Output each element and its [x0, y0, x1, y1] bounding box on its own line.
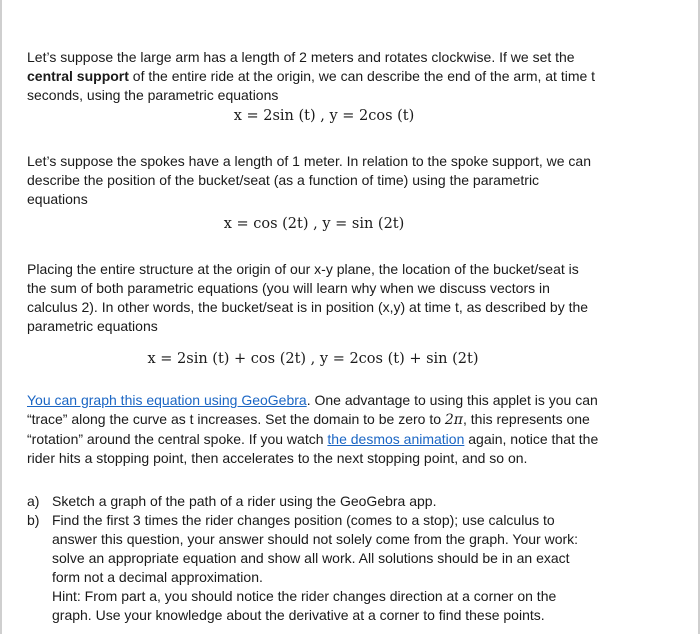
cropped-text-line — [52, 626, 592, 634]
list-marker: a) — [27, 493, 40, 509]
document-body — [27, 48, 599, 625]
bold-term-central-support: central support — [27, 68, 129, 84]
text-span: of the entire ride at the origin, we can describe the end of the arm, at time t seconds, using the parametric equations — [27, 68, 596, 103]
text-span: . One advantage to using this applet is you can “trace” along the curve as t increases. Set the domain to be zero to — [27, 392, 598, 427]
equation-spoke — [27, 214, 599, 234]
task-list — [27, 492, 599, 625]
hint-text: Hint: From part a, you should notice the rider changes direction at a corner on the graph. Use your knowledge about the derivative at a corner to find these points. — [52, 588, 557, 623]
page-left-border — [0, 0, 2, 634]
list-item-text: Sketch a graph of the path of a rider using the GeoGebra app. — [52, 493, 437, 509]
text-span: again, notice that the rider hits a stopping point, then accelerates to the next stopping point, and so on. — [27, 431, 599, 466]
equation-text: x = 2sin (t) + cos (2t) , y = 2cos (t) + sin (2t) — [147, 351, 479, 367]
paragraph-geogebra — [27, 391, 599, 468]
text-span: , this represents one “rotation” around the central spoke. If you watch — [27, 411, 590, 447]
list-marker: b) — [27, 512, 40, 528]
equation-bucket — [27, 349, 599, 369]
two-pi-symbol: 2π — [444, 412, 463, 428]
text-span: Let’s suppose the large arm has a length of 2 meters and rotates clockwise. If we set the — [27, 49, 575, 65]
geogebra-link[interactable]: You can graph this equation using GeoGebra — [27, 392, 307, 408]
equation-text: x = 2sin (t) , y = 2cos (t) — [233, 108, 415, 124]
equation-text: x = cos (2t) , y = sin (2t) — [223, 216, 405, 232]
paragraph-spokes: Let’s suppose the spokes have a length of 1 meter. In relation to the spoke support, we can describe the position of the bucket/seat (as a function of time) using the parametric equations — [27, 153, 591, 207]
list-item — [27, 511, 599, 625]
paragraph-large-arm — [27, 48, 599, 105]
paragraph-sum: Placing the entire structure at the origin of our x-y plane, the location of the bucket/seat is the sum of both parametric equations (you will learn why when we discuss vectors in calculus 2). In other words, the bucket/seat is in position (x,y) at time t, as described by the parametric equations — [27, 261, 589, 334]
list-item-text: Find the first 3 times the rider changes position (comes to a stop); use calculus to answer this question, your answer should not solely come from the graph. Your work: solve an appropriate equation and show all work. All solutions should be in an exact form not a decimal approximation. — [52, 512, 579, 585]
desmos-animation-link[interactable]: the desmos animation — [327, 431, 465, 447]
list-item — [27, 492, 599, 511]
equation-arm — [27, 106, 599, 126]
